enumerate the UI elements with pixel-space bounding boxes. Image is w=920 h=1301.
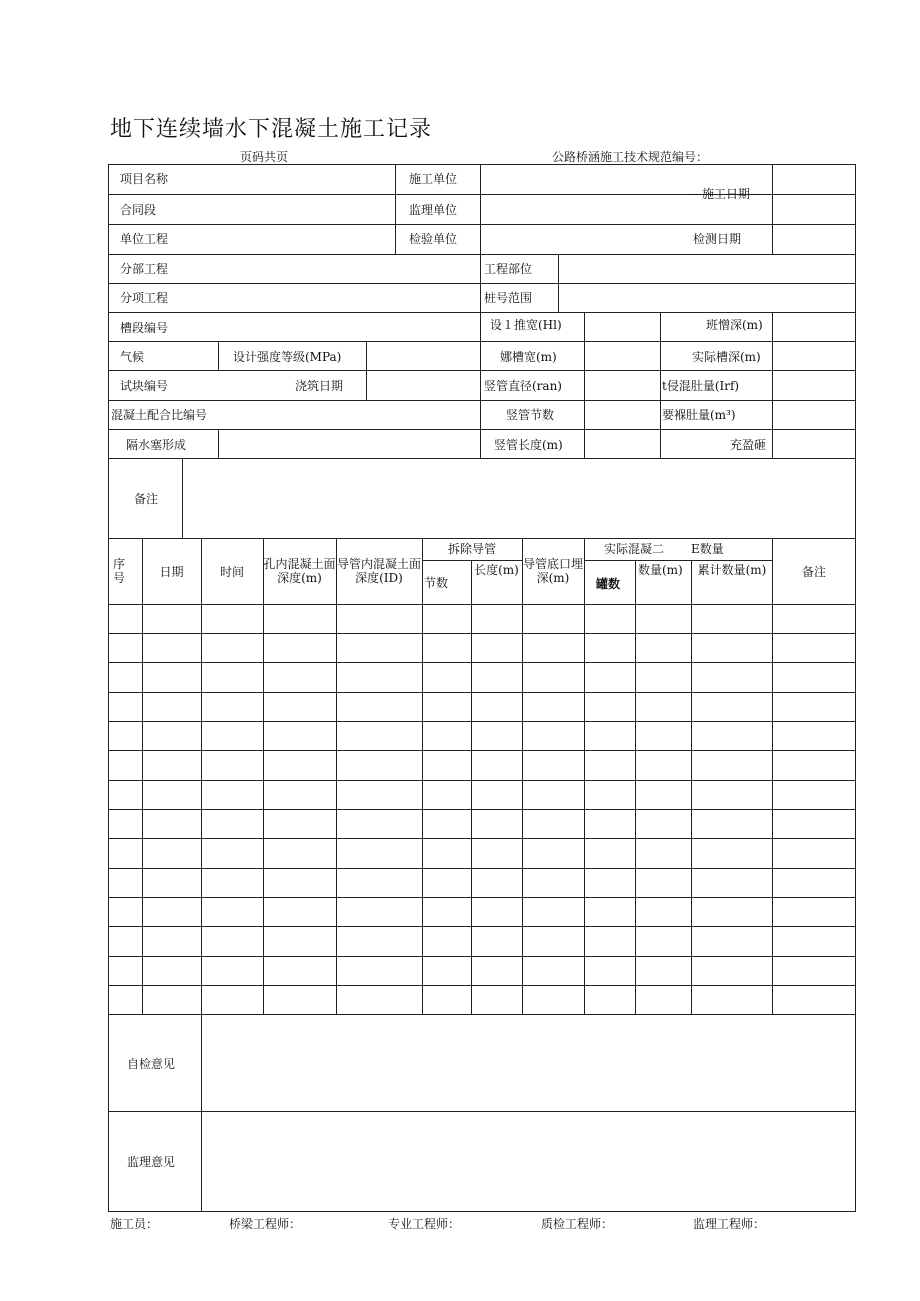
- col-header-tanks: 罐数: [596, 577, 621, 591]
- label-required-volume: 要褓肚量(m³): [662, 408, 736, 422]
- col-line: [772, 312, 773, 458]
- label-sample-number: 试块编号: [120, 379, 169, 393]
- label-inspection-unit: 检验单位: [409, 232, 458, 246]
- page-count: 页码共页: [240, 150, 289, 164]
- row-line: [108, 283, 856, 284]
- col-header-remarks: 备注: [801, 565, 826, 579]
- label-unit-project: 单位工程: [120, 232, 169, 246]
- table-row: [109, 869, 855, 897]
- row-line: [584, 560, 772, 561]
- col-line: [480, 164, 481, 254]
- label-trench-number: 槽段编号: [120, 321, 169, 335]
- row-line: [422, 560, 523, 561]
- table-row: [109, 634, 855, 662]
- footer-specialist-engineer: 专业工程师：: [388, 1217, 461, 1231]
- table-row: [109, 781, 855, 809]
- col-line: [218, 429, 219, 458]
- col-line: [772, 164, 773, 254]
- row-line: [108, 458, 856, 459]
- row-line: [108, 224, 856, 225]
- label-trench-width: 娜槽宽(m): [500, 350, 557, 364]
- col-header-cumulative: 累计数量(m): [697, 563, 767, 577]
- col-header-quantity-e: E数量: [691, 542, 724, 556]
- footer-worker: 施工员：: [110, 1217, 159, 1231]
- col-line: [366, 341, 367, 370]
- col-header-date: 日期: [159, 565, 184, 579]
- label-test-date: 检测日期: [693, 232, 742, 246]
- col-line: [182, 458, 183, 538]
- col-header-length: 长度(m): [474, 563, 519, 577]
- label-pipe-length: 竖管长度(m): [494, 438, 563, 452]
- label-theoretical-volume: t侵混肚量(Irf): [662, 379, 740, 393]
- table-row: [109, 957, 855, 985]
- col-header-time: 时间: [219, 565, 244, 579]
- col-header-pipe-bottom: 导管底口埋深(m): [523, 557, 584, 585]
- label-supervision-unit: 监理单位: [409, 203, 458, 217]
- label-weather: 气候: [120, 350, 145, 364]
- table-row: [109, 693, 855, 721]
- col-line: [584, 312, 585, 458]
- label-pipe-sections: 竖管节数: [506, 408, 555, 422]
- label-division-project: 分部工程: [120, 262, 169, 276]
- table-row: [109, 605, 855, 633]
- row-line: [108, 1014, 856, 1015]
- label-construction-date: —施工日期—: [690, 187, 763, 201]
- label-self-check-opinion: 自检意见: [127, 1057, 176, 1071]
- col-line: [480, 254, 481, 312]
- col-line: [218, 341, 219, 370]
- label-mix-number: 混凝土配合比编号: [111, 408, 208, 422]
- row-line: [108, 370, 856, 371]
- label-pipe-diameter: 竖管直径(ran): [484, 379, 562, 393]
- col-header-amount: 数量(m): [638, 563, 683, 577]
- col-header-hole-depth: 孔内混凝土面深度(m): [263, 557, 336, 585]
- label-sub-project: 分项工程: [120, 291, 169, 305]
- table-row: [109, 986, 855, 1014]
- page-title: 地下连续墙水下混凝土施工记录: [110, 117, 433, 142]
- label-construction-unit: 施工单位: [409, 172, 458, 186]
- label-pour-date: 浇筑日期: [295, 379, 344, 393]
- table-row: [109, 810, 855, 838]
- col-line: [395, 164, 396, 254]
- col-line: [480, 312, 481, 458]
- row-line: [108, 341, 856, 342]
- col-header-seq: 序号: [112, 557, 125, 585]
- col-line: [201, 1111, 202, 1212]
- spec-number: 公路桥涵施工技术规范编号：: [552, 150, 709, 164]
- col-header-pipe-depth: 导管内混凝土面深度(ID): [336, 557, 421, 585]
- row-line: [108, 400, 856, 401]
- row-line: [108, 1111, 856, 1112]
- footer-supervising-engineer: 监理工程师：: [693, 1217, 766, 1231]
- label-remarks: 备注: [134, 492, 159, 506]
- table-row: [109, 722, 855, 750]
- table-row: [109, 927, 855, 955]
- label-actual-depth: 实际槽深(m): [692, 350, 761, 364]
- label-design-depth: 班憎深(m): [706, 318, 763, 332]
- col-header-actual-concrete: 实际混凝二: [604, 542, 665, 556]
- footer-qc-engineer: 质检工程师：: [541, 1217, 614, 1231]
- col-header-remove-pipe: 拆除导管: [447, 542, 496, 556]
- table-row: [109, 839, 855, 867]
- label-station-range: 桩号范围: [484, 291, 533, 305]
- row-line: [108, 312, 856, 313]
- col-line: [660, 312, 661, 458]
- label-project-name: 项目名称: [120, 172, 169, 186]
- footer-bridge-engineer: 桥梁工程师：: [229, 1217, 302, 1231]
- row-line: [108, 254, 856, 255]
- table-row: [109, 751, 855, 779]
- table-row: [109, 898, 855, 926]
- col-line: [366, 370, 367, 400]
- label-project-location: 工程部位: [484, 262, 533, 276]
- label-contract-section: 合同段: [120, 203, 157, 217]
- table-row: [109, 663, 855, 691]
- row-line: [108, 538, 856, 539]
- label-design-width: 设１推宽(Hl): [490, 318, 562, 332]
- label-design-strength: 设计强度等级(MPa): [233, 350, 342, 364]
- label-fill-ratio: 充盈砸: [730, 438, 767, 452]
- row-line: [108, 429, 856, 430]
- label-plug-formation: 隔水塞形成: [126, 438, 187, 452]
- col-header-sections: 节数: [424, 576, 449, 590]
- col-line: [558, 254, 559, 312]
- label-supervision-opinion: 监理意见: [127, 1155, 176, 1169]
